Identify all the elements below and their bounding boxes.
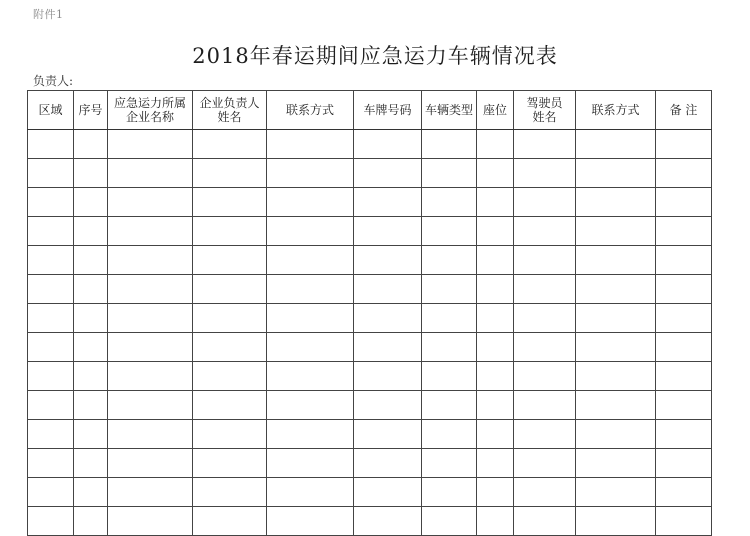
table-cell[interactable] [74,217,108,246]
col-header-vehicle-type [422,91,477,130]
attachment-label: 附件1 [33,8,64,21]
table-cell[interactable] [108,449,193,478]
table-row [28,159,712,188]
table-cell[interactable] [477,507,514,536]
table-cell[interactable] [477,449,514,478]
table-cell[interactable] [514,159,576,188]
table-cell[interactable] [267,275,354,304]
table-cell[interactable] [193,362,267,391]
table-cell[interactable] [193,159,267,188]
table-cell[interactable] [477,333,514,362]
table-cell[interactable] [477,391,514,420]
col-header-label: 车牌号码 [363,103,412,117]
table-cell[interactable] [656,362,712,391]
table-cell[interactable] [267,420,354,449]
col-header-company-head [193,91,267,130]
table-cell[interactable] [74,362,108,391]
table-cell[interactable] [193,275,267,304]
table-cell[interactable] [354,478,422,507]
table-cell[interactable] [514,246,576,275]
table-cell[interactable] [477,159,514,188]
col-header-label: 应急运力所属 企业名称 [113,96,186,124]
table-cell[interactable] [656,420,712,449]
table-cell[interactable] [477,275,514,304]
table-cell[interactable] [108,391,193,420]
table-row [28,333,712,362]
table-row [28,246,712,275]
table-cell[interactable] [193,304,267,333]
table-cell[interactable] [108,217,193,246]
table-cell[interactable] [28,478,74,507]
col-header-company [108,91,193,130]
table-cell[interactable] [193,217,267,246]
table-cell[interactable] [354,304,422,333]
table-cell[interactable] [108,130,193,159]
table-cell[interactable] [267,391,354,420]
col-header-label: 座位 [482,103,507,117]
table-cell[interactable] [28,507,74,536]
table-cell[interactable] [576,362,656,391]
table-cell[interactable] [656,333,712,362]
table-cell[interactable] [477,304,514,333]
table-cell[interactable] [108,159,193,188]
table-cell[interactable] [422,275,477,304]
table-cell[interactable] [354,507,422,536]
table-cell[interactable] [576,507,656,536]
table-cell[interactable] [514,478,576,507]
col-header-driver [514,91,576,130]
table-cell[interactable] [514,391,576,420]
table-cell[interactable] [267,478,354,507]
table-cell[interactable] [656,275,712,304]
table-cell[interactable] [477,362,514,391]
col-header-driver-contact [576,91,656,130]
table-cell[interactable] [267,188,354,217]
table-cell[interactable] [422,304,477,333]
table-cell[interactable] [354,420,422,449]
table-row [28,420,712,449]
table-cell[interactable] [354,391,422,420]
vehicle-info-table [27,90,712,536]
table-cell[interactable] [74,159,108,188]
table-cell[interactable] [28,159,74,188]
table-cell[interactable] [656,449,712,478]
table-row [28,391,712,420]
table-cell[interactable] [576,246,656,275]
table-cell[interactable] [576,478,656,507]
table-cell[interactable] [656,159,712,188]
col-header-label: 序号 [78,103,103,117]
table-cell[interactable] [74,304,108,333]
table-header-row [28,91,712,130]
table-cell[interactable] [108,420,193,449]
table-cell[interactable] [656,130,712,159]
table-cell[interactable] [354,188,422,217]
table-cell[interactable] [514,362,576,391]
table-cell[interactable] [576,130,656,159]
table-cell[interactable] [477,188,514,217]
table-cell[interactable] [656,478,712,507]
table-cell[interactable] [422,420,477,449]
table-cell[interactable] [422,362,477,391]
table-cell[interactable] [267,362,354,391]
table-cell[interactable] [422,333,477,362]
table-cell[interactable] [477,420,514,449]
table-cell[interactable] [354,449,422,478]
table-cell[interactable] [576,275,656,304]
table-cell[interactable] [108,188,193,217]
table-cell[interactable] [354,333,422,362]
table-cell[interactable] [576,449,656,478]
table-cell[interactable] [576,217,656,246]
table-cell[interactable] [28,362,74,391]
table-cell[interactable] [354,217,422,246]
table-cell[interactable] [422,159,477,188]
table-cell[interactable] [576,333,656,362]
table-cell[interactable] [477,130,514,159]
table-cell[interactable] [267,507,354,536]
col-header-region [28,91,74,130]
table-cell[interactable] [514,130,576,159]
table-cell[interactable] [74,449,108,478]
table-cell[interactable] [422,391,477,420]
table-cell[interactable] [193,130,267,159]
table-cell[interactable] [193,333,267,362]
table-cell[interactable] [267,304,354,333]
col-header-seats [477,91,514,130]
table-cell[interactable] [28,420,74,449]
table-cell[interactable] [422,449,477,478]
col-header-label: 区域 [38,103,63,117]
table-cell[interactable] [74,188,108,217]
col-header-contact [267,91,354,130]
table-body [28,130,712,536]
table-cell[interactable] [267,217,354,246]
col-header-remarks [656,91,712,130]
table-row [28,449,712,478]
table-cell[interactable] [193,507,267,536]
table-cell[interactable] [514,304,576,333]
table-cell[interactable] [422,188,477,217]
table-cell[interactable] [422,217,477,246]
table-cell[interactable] [514,333,576,362]
col-header-label: 车辆类型 [424,103,473,117]
table-cell[interactable] [108,478,193,507]
table-cell[interactable] [514,507,576,536]
table-cell[interactable] [422,246,477,275]
col-header-plate-no [354,91,422,130]
table-row [28,507,712,536]
table-cell[interactable] [477,478,514,507]
table-cell[interactable] [514,188,576,217]
table-cell[interactable] [28,188,74,217]
table-cell[interactable] [422,507,477,536]
table-cell[interactable] [28,217,74,246]
table-cell[interactable] [28,246,74,275]
table-cell[interactable] [74,130,108,159]
table-row [28,362,712,391]
table-cell[interactable] [108,275,193,304]
table-cell[interactable] [354,130,422,159]
table-row [28,130,712,159]
table-cell[interactable] [514,275,576,304]
table-cell[interactable] [108,362,193,391]
table-cell[interactable] [193,420,267,449]
table-cell[interactable] [108,304,193,333]
table-cell[interactable] [267,159,354,188]
table-cell[interactable] [193,449,267,478]
col-header-label: 联系方式 [591,103,640,117]
table-cell[interactable] [656,304,712,333]
table-cell[interactable] [354,246,422,275]
table-cell[interactable] [576,304,656,333]
table-cell[interactable] [28,275,74,304]
table-cell[interactable] [514,217,576,246]
table-cell[interactable] [576,159,656,188]
table-cell[interactable] [576,188,656,217]
table-cell[interactable] [514,449,576,478]
table-cell[interactable] [354,362,422,391]
table-cell[interactable] [28,449,74,478]
table-cell[interactable] [422,130,477,159]
table-cell[interactable] [74,420,108,449]
table-cell[interactable] [267,449,354,478]
col-header-label: 联系方式 [285,103,334,117]
table-row [28,478,712,507]
table-cell[interactable] [267,333,354,362]
table-cell[interactable] [28,333,74,362]
col-header-label: 备 注 [669,103,698,117]
table-cell[interactable] [656,391,712,420]
col-header-serial-no [74,91,108,130]
table-cell[interactable] [28,391,74,420]
table-cell[interactable] [193,478,267,507]
col-header-label: 驾驶员 姓名 [526,96,563,124]
col-header-label: 企业负责人 姓名 [199,96,260,124]
table-row [28,188,712,217]
table-row [28,304,712,333]
table-cell[interactable] [108,333,193,362]
table-cell[interactable] [656,188,712,217]
table-cell[interactable] [656,246,712,275]
table-cell[interactable] [28,130,74,159]
table-cell[interactable] [354,275,422,304]
table-cell[interactable] [656,217,712,246]
table-cell[interactable] [108,246,193,275]
table-row [28,217,712,246]
table-cell[interactable] [74,246,108,275]
table-row [28,275,712,304]
responsible-person-label: 负责人: [33,74,74,88]
table-cell[interactable] [74,333,108,362]
table-cell[interactable] [74,275,108,304]
table-cell[interactable] [193,246,267,275]
table-cell[interactable] [477,217,514,246]
table-cell[interactable] [267,246,354,275]
table-cell[interactable] [576,391,656,420]
table-cell[interactable] [477,246,514,275]
table-cell[interactable] [656,507,712,536]
table-cell[interactable] [28,304,74,333]
table-cell[interactable] [267,130,354,159]
table-cell[interactable] [108,507,193,536]
table-cell[interactable] [74,478,108,507]
table-cell[interactable] [193,391,267,420]
table-cell[interactable] [422,478,477,507]
page-title: 2018年春运期间应急运力车辆情况表 [192,44,558,68]
table-cell[interactable] [193,188,267,217]
table-cell[interactable] [576,420,656,449]
table-cell[interactable] [74,507,108,536]
table-cell[interactable] [354,159,422,188]
table-cell[interactable] [74,391,108,420]
table-cell[interactable] [514,420,576,449]
